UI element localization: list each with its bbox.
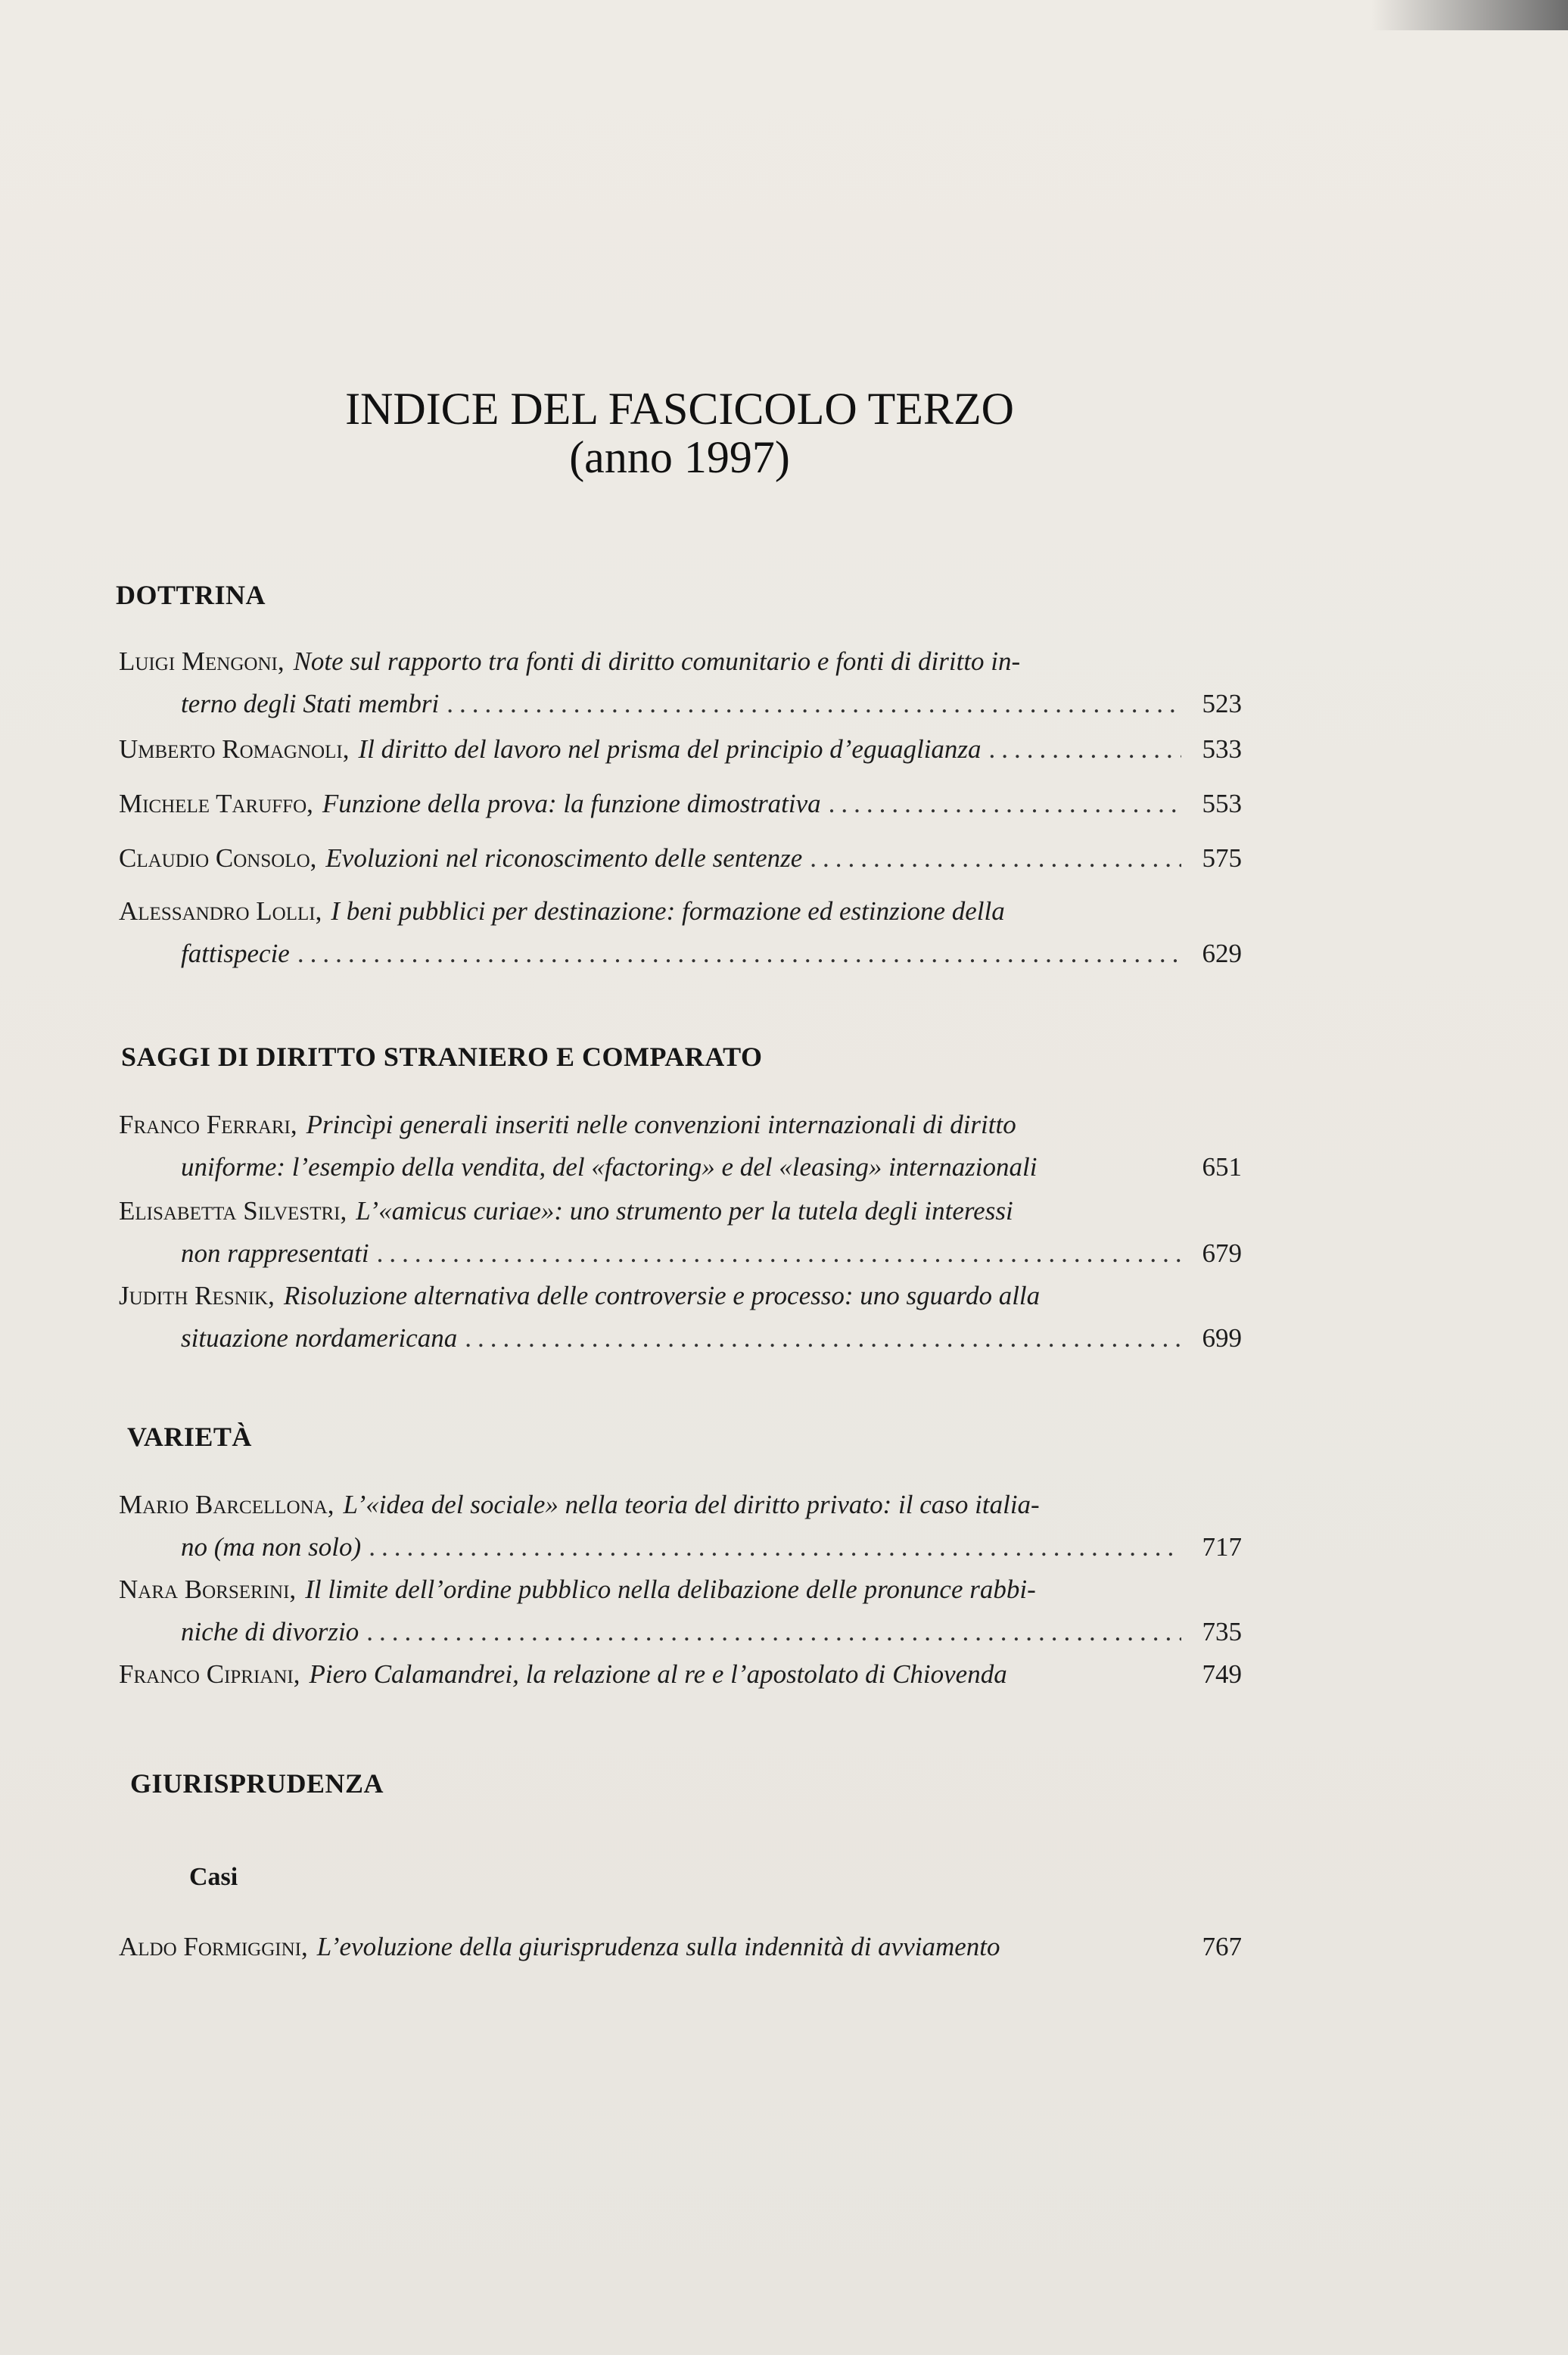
entry-title: L’«idea del sociale» nella teoria del diritto privato: il caso italia- — [343, 1490, 1040, 1519]
leader-dots — [810, 837, 1181, 880]
section-varieta: VARIETÀ — [127, 1422, 252, 1452]
entry-author: Claudio Consolo, — [119, 843, 317, 873]
entry-author: Elisabetta Silvestri, — [119, 1196, 347, 1226]
entry-title-continued: terno degli Stati membri — [181, 689, 440, 718]
entry-page-number: 533 — [1202, 734, 1242, 764]
entry-page-number: 575 — [1202, 843, 1242, 873]
toc-entry — [119, 728, 1242, 771]
entry-author: Franco Ferrari, — [119, 1110, 297, 1139]
entry-title-continued: uniforme: l’esempio della vendita, del «factoring» e del «leasing» internazionali — [181, 1152, 1038, 1182]
leader-dots — [465, 1317, 1181, 1360]
toc-entry — [119, 1653, 1242, 1696]
entry-page-number: 735 — [1202, 1617, 1242, 1646]
entry-title-continued: fattispecie — [181, 939, 290, 968]
toc-entry — [119, 783, 1242, 825]
entry-page-number: 767 — [1202, 1932, 1242, 1961]
entry-page-number: 679 — [1202, 1238, 1242, 1268]
toc-entry — [119, 837, 1242, 880]
entry-author: Nara Borserini, — [119, 1575, 297, 1604]
leader-dots — [446, 683, 1181, 725]
entry-page-number: 699 — [1202, 1323, 1242, 1353]
entry-title: Il limite dell’ordine pubblico nella delibazione delle pronunce rabbi- — [305, 1575, 1036, 1604]
leader-dots — [297, 933, 1181, 975]
entry-title: I beni pubblici per destinazione: formazione ed estinzione della — [331, 896, 1005, 926]
entry-author: Mario Barcellona, — [119, 1490, 334, 1519]
entry-title: Princìpi generali inseriti nelle convenzioni internazionali di diritto — [306, 1110, 1016, 1139]
entry-author: Michele Taruffo, — [119, 789, 313, 818]
entry-title-continued: no (ma non solo) — [181, 1532, 362, 1562]
toc-entry — [119, 1190, 1242, 1275]
toc-entry — [119, 1568, 1242, 1653]
entry-title: L’«amicus curiae»: uno strumento per la tutela degli interessi — [356, 1196, 1013, 1226]
index-subtitle: (anno 1997) — [569, 432, 790, 482]
entry-title: Risoluzione alternativa delle controversie e processo: uno sguardo alla — [283, 1281, 1041, 1310]
entry-title: Il diritto del lavoro nel prisma del principio d’eguaglianza — [358, 734, 982, 764]
entry-title: L’evoluzione della giurisprudenza sulla indennità di avviamento — [316, 1932, 1000, 1961]
toc-entry — [119, 1275, 1242, 1360]
entry-title: Funzione della prova: la funzione dimostrativa — [322, 789, 821, 818]
entry-page-number: 553 — [1202, 789, 1242, 818]
entry-page-number: 651 — [1202, 1152, 1242, 1182]
entry-title: Evoluzioni nel riconoscimento delle sentenze — [325, 843, 803, 873]
entry-author: Aldo Formiggini, — [119, 1932, 308, 1961]
entry-title-continued: non rappresentati — [181, 1238, 369, 1268]
entry-author: Judith Resnik, — [119, 1281, 275, 1310]
leader-dots — [989, 728, 1181, 771]
entry-author: Franco Cipriani, — [119, 1659, 300, 1689]
page-corner-shadow — [1371, 0, 1568, 30]
entry-author: Umberto Romagnoli, — [119, 734, 350, 764]
toc-entry — [119, 1926, 1242, 1968]
toc-entry — [119, 640, 1242, 725]
leader-dots — [369, 1526, 1181, 1568]
leader-dots — [377, 1232, 1181, 1275]
section-dottrina: DOTTRINA — [116, 580, 266, 610]
toc-entry — [119, 890, 1242, 975]
entry-title-continued: niche di divorzio — [181, 1617, 359, 1646]
leader-dots — [829, 783, 1181, 825]
entry-page-number: 523 — [1202, 689, 1242, 718]
entry-title: Note sul rapporto tra fonti di diritto comunitario e fonti di diritto in- — [293, 646, 1021, 676]
entry-page-number: 629 — [1202, 939, 1242, 968]
section-saggi: SAGGI DI DIRITTO STRANIERO E COMPARATO — [121, 1042, 763, 1072]
section-giurisprudenza: GIURISPRUDENZA — [130, 1768, 384, 1799]
toc-entry — [119, 1484, 1242, 1568]
entry-title-continued: situazione nordamericana — [181, 1323, 458, 1353]
entry-author: Luigi Mengoni, — [119, 646, 285, 676]
subsection-casi: Casi — [189, 1863, 238, 1891]
index-title: INDICE DEL FASCICOLO TERZO — [345, 384, 1014, 434]
leader-dots — [366, 1611, 1181, 1653]
entry-page-number: 717 — [1202, 1532, 1242, 1562]
entry-page-number: 749 — [1202, 1659, 1242, 1689]
entry-title: Piero Calamandrei, la relazione al re e l’apostolato di Chiovenda — [309, 1659, 1007, 1689]
entry-author: Alessandro Lolli, — [119, 896, 322, 926]
toc-entry — [119, 1104, 1242, 1188]
